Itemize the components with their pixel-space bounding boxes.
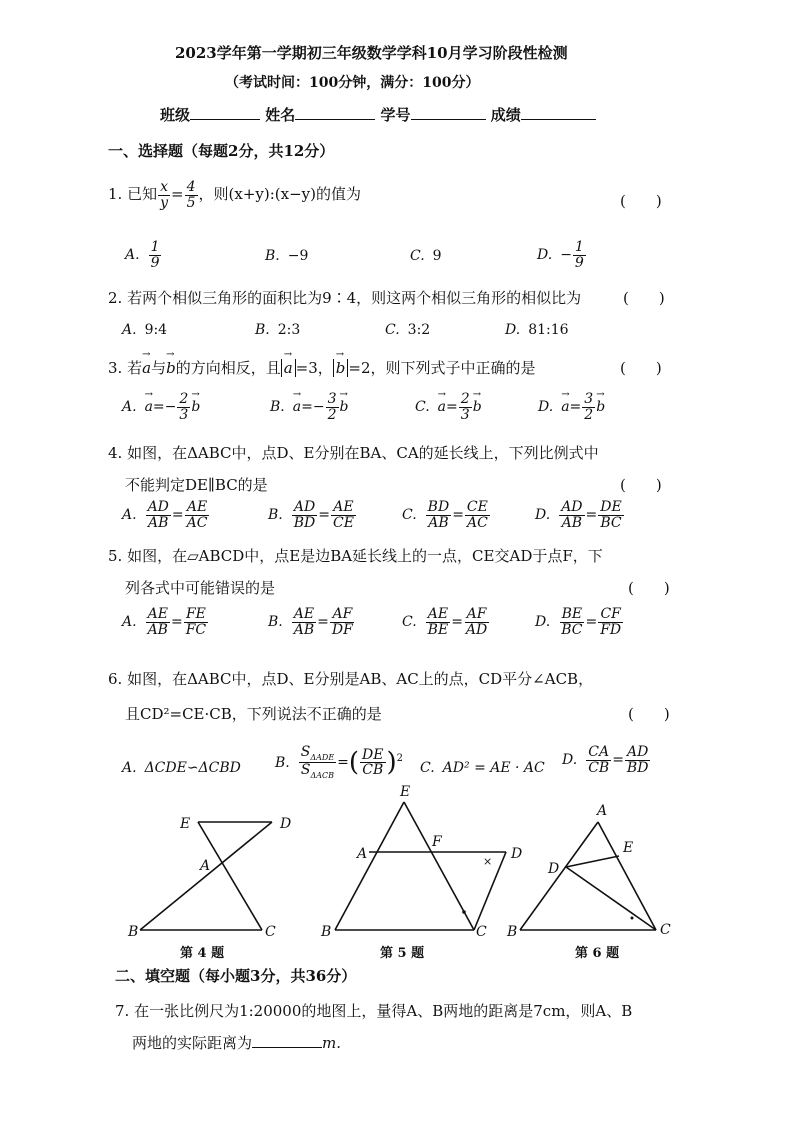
question-4-line1: 4. 如图，在ΔABC中，点D、E分别在BA、CA的延长线上，下列比例式中	[108, 444, 599, 462]
figures	[0, 780, 794, 960]
name-blank[interactable]	[295, 119, 375, 120]
question-6-line1: 6. 如图，在ΔABC中，点D、E分别是AB、AC上的点，CD平分∠ACB，	[108, 670, 594, 688]
question-5-line2: 列各式中可能错误的是	[125, 579, 276, 597]
class-label: 班级	[160, 106, 191, 124]
q2-option-c[interactable]: C. 3:2	[385, 322, 431, 338]
figure-4-caption: 第 4 题	[180, 946, 225, 961]
q6-option-a[interactable]: A. ΔCDE∽ΔCBD	[122, 760, 241, 776]
q7-answer-blank[interactable]	[252, 1047, 322, 1048]
question-2: 2. 若两个相似三角形的面积比为9∶4，则这两个相似三角形的相似比为	[108, 289, 582, 307]
section-heading-choice: 一、选择题（每题2分，共12分）	[108, 142, 335, 160]
q2-option-b[interactable]: B. 2:3	[255, 322, 301, 338]
answer-bracket-6[interactable]: ( )	[628, 705, 670, 723]
fig5-label-f: F	[432, 834, 442, 850]
answer-bracket-5[interactable]: ( )	[628, 579, 670, 597]
figure-5	[335, 802, 506, 930]
q4-option-a[interactable]: A. $\frac{AD}{AB}$ = $\frac{AE}{AC}$	[122, 499, 208, 531]
question-4-line2: 不能判定DE∥BC的是	[125, 476, 268, 494]
fig6-line-de	[566, 856, 619, 867]
answer-bracket-4[interactable]: ( )	[620, 476, 662, 494]
fig4-label-b: B	[128, 924, 139, 940]
fig4-label-a: A	[200, 858, 211, 874]
q5-option-c[interactable]: C. $\frac{AE}{BE}$ = $\frac{AF}{AD}$	[402, 606, 488, 638]
answer-bracket-2[interactable]: ( )	[623, 289, 665, 307]
q1-option-b[interactable]: B. −9	[265, 248, 309, 264]
score-blank[interactable]	[521, 119, 596, 120]
answer-bracket-3[interactable]: ( )	[620, 359, 662, 377]
fig6-label-c: C	[660, 922, 671, 938]
q2-option-d[interactable]: D. 81:16	[505, 322, 569, 338]
question-7-line1: 7. 在一张比例尺为1:20000的地图上，量得A、B两地的距离是7cm，则A、B	[115, 1002, 633, 1020]
question-6-line2: 且CD²=CE·CB，下列说法不正确的是	[125, 705, 382, 723]
class-blank[interactable]	[190, 119, 260, 120]
number-blank[interactable]	[411, 119, 486, 120]
question-5-line1: 5. 如图，在▱ABCD中，点E是边BA延长线上的一点，CE交AD于点F，下	[108, 547, 603, 565]
section-heading-fill: 二、填空题（每小题3分，共36分）	[115, 967, 357, 985]
q4-option-b[interactable]: B. $\frac{AD}{BD}$ = $\frac{AE}{CE}$	[268, 499, 354, 531]
number-label: 学号	[380, 106, 411, 124]
q1-option-d[interactable]: D. − $\frac{1}{9}$	[537, 239, 584, 271]
fig5-label-e: E	[400, 784, 411, 800]
q5-option-b[interactable]: B. $\frac{AE}{AB}$ = $\frac{AF}{DF}$	[268, 606, 353, 638]
answer-bracket-1[interactable]: ( )	[620, 192, 662, 210]
question-1: 1. 已知 $\frac{x}{y}$ = $\frac{4}{5}$ ，则(x+y):(x−y)的值为	[108, 179, 361, 211]
score-label: 成绩	[490, 106, 521, 124]
fig5-angle-mark-dot	[462, 910, 466, 914]
q3-option-a[interactable]: A.→ a=− $\frac{2}{3}$ → b	[122, 392, 200, 422]
exam-info: （考试时间：100分钟，满分：100分）	[225, 75, 480, 91]
fig4-label-d: D	[280, 816, 292, 832]
q6-option-d[interactable]: D. $\frac{CA}{CB}$ = $\frac{AD}{BD}$	[562, 744, 649, 776]
q3-option-b[interactable]: B.→ a=− $\frac{3}{2}$ → b	[270, 392, 348, 422]
fig6-line-dc	[566, 867, 656, 930]
fig6-label-a: A	[597, 803, 608, 819]
q6-option-c[interactable]: C. AD² = AE · AC	[420, 760, 545, 776]
question-3: 3. 若→ a与→ b的方向相反，且→ a =3，→ b =2，则下列式子中正确的是	[108, 357, 536, 378]
fig5-line-eb	[335, 802, 404, 930]
fig6-angle-mark-1	[631, 917, 634, 920]
fig5-label-a: A	[357, 846, 368, 862]
fig5-label-c: C	[476, 924, 487, 940]
question-7-line2: 两地的实际距离为 m.	[132, 1034, 342, 1052]
fig5-angle-mark-x: ×	[483, 855, 493, 868]
fig4-label-e: E	[180, 816, 191, 832]
student-fields	[160, 104, 596, 125]
q5-option-a[interactable]: A. $\frac{AE}{AB}$ = $\frac{FE}{FC}$	[122, 606, 207, 638]
fig4-label-c: C	[265, 924, 276, 940]
figure-4	[140, 822, 272, 930]
q6-option-b[interactable]: B. $\frac{S_{\Delta ADE}}{S_{\Delta ACB}}$ =( $\frac{DE}{CB}$ )$^2$	[275, 744, 404, 780]
q1-option-a[interactable]: A. $\frac{1}{9}$	[125, 239, 160, 271]
name-label: 姓名	[265, 106, 296, 124]
fig6-label-e: E	[623, 840, 634, 856]
q2-option-a[interactable]: A. 9:4	[122, 322, 168, 338]
fig6-line-ac	[598, 822, 656, 930]
fig5-label-b: B	[321, 924, 332, 940]
q4-option-c[interactable]: C. $\frac{BD}{AB}$ = $\frac{CE}{AC}$	[402, 499, 488, 531]
fig5-label-d: D	[511, 846, 523, 862]
q3-option-d[interactable]: D.→ a= $\frac{3}{2}$ → b	[538, 392, 605, 422]
fig6-label-b: B	[507, 924, 518, 940]
q5-option-d[interactable]: D. $\frac{BE}{BC}$ = $\frac{CF}{FD}$	[535, 606, 622, 638]
figure-6-caption: 第 6 题	[575, 946, 620, 961]
page-title: 2023学年第一学期初三年级数学学科10月学习阶段性检测	[175, 44, 568, 62]
q4-option-d[interactable]: D. $\frac{AD}{AB}$ = $\frac{DE}{BC}$	[535, 499, 622, 531]
figure-5-caption: 第 5 题	[380, 946, 425, 961]
q3-option-c[interactable]: C.→ a= $\frac{2}{3}$ → b	[415, 392, 482, 422]
q1-option-c[interactable]: C. 9	[410, 248, 442, 264]
fig6-label-d: D	[548, 861, 560, 877]
figure-6	[520, 822, 656, 930]
